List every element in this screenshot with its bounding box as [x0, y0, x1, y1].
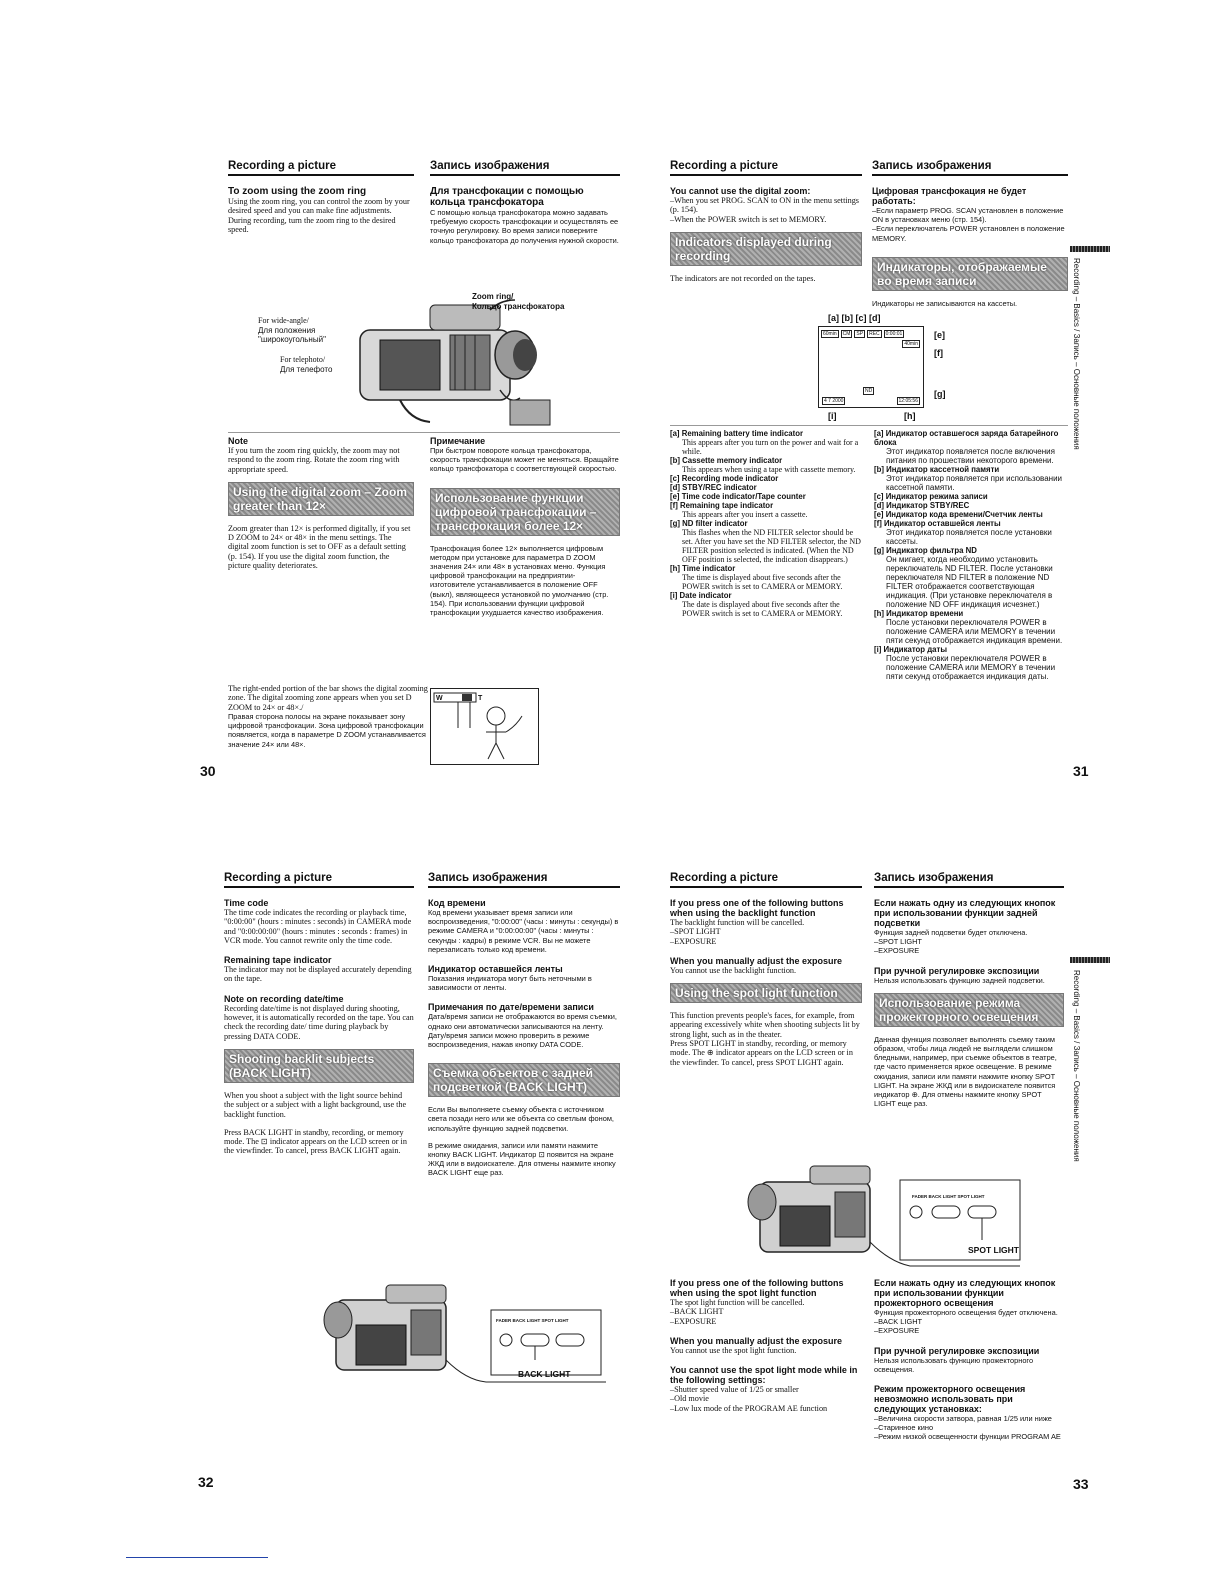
fig-tele-label-ru: Для телефото — [280, 365, 333, 374]
p33-chapter-tab — [1070, 957, 1110, 963]
p32-ru-band-body1: Если Вы выполняете съемку объекта с источником света позади него или же объекта со светлым фоном, используйте функцию задней подсветки. — [428, 1105, 614, 1133]
ru-item-i-title: [i] Индикатор даты — [874, 645, 947, 654]
p33-en-man-title: When you manually adjust the exposure — [670, 955, 843, 966]
ru-item-f-desc: Этот индикатор появляется после установки кассеты. — [886, 528, 1052, 546]
p31-ru-item — [874, 519, 1066, 546]
en-item-b-desc: This appears when using a tape with cassette memory. — [682, 465, 856, 474]
p30-ru-lower — [430, 436, 620, 617]
fig-zoom-ring-label-ru: Кольцо трансфокатора — [472, 302, 565, 311]
p33-button-labels: FADER BACK LIGHT SPOT LIGHT — [912, 1194, 985, 1199]
p30-ru-header: Запись изображения — [430, 160, 620, 176]
en-item-g-title: [g] ND filter indicator — [670, 519, 748, 528]
p31-ru-cannot-1: –Если параметр PROG. SCAN установлен в положение ON в установках меню (стр. 154). — [872, 206, 1064, 225]
lcd-stby-rec: REC — [869, 331, 880, 337]
ru-item-d-title: [d] Индикатор STBY/REC — [874, 501, 970, 510]
en-item-d-title: [d] STBY/REC indicator — [670, 483, 757, 492]
page-number-33: 33 — [1073, 1476, 1089, 1492]
p32-en-rt-title: Remaining tape indicator — [224, 955, 332, 966]
en-item-h-desc: The time is displayed about five seconds after the POWER switch is set to CAMERA or MEMORY. — [682, 573, 843, 591]
p32-russian-column — [428, 872, 620, 1178]
en-item-a-title: [a] Remaining battery time indicator — [670, 429, 804, 438]
p33-ru-cant-title: Режим прожекторного освещения невозможно использовать при следующих установках: — [874, 1384, 1026, 1415]
p32-en-rt-body: The indicator may not be displayed accurately depending on the tape. — [224, 965, 412, 984]
en-item-f-title: [f] Remaining tape indicator — [670, 501, 774, 510]
p33-ru-lower — [874, 1278, 1064, 1442]
camcorder-zoom-illustration — [340, 290, 560, 430]
lcd-tag-h: [h] — [904, 411, 916, 421]
p33-ru-if2-list-1: –EXPOSURE — [874, 1326, 920, 1336]
fig-zoom-ring-label: Zoom ring/ — [472, 292, 514, 301]
p31-ru-item — [874, 465, 1066, 492]
p33-ru-if-list-1: –EXPOSURE — [874, 946, 920, 956]
p32-ru-nd-title: Примечания по дате/времени записи — [428, 1002, 594, 1013]
p30-russian-column — [430, 160, 620, 245]
p31-en-band: Indicators displayed during recording — [670, 232, 862, 266]
p33-en-band-body1: This function prevents people's faces, for example, from appearing excessively white when shooting subjects lit by strong light, such as in the theater. — [670, 1011, 860, 1039]
p31-en-item — [670, 492, 862, 501]
p33-ru-header: Запись изображения — [874, 872, 1064, 888]
lcd-tag-f: [f] — [934, 348, 943, 358]
p32-ru-nd-body: Дата/время записи не отображаются во время съемки, однако они автоматически записываются на ленту. Дату/время записи можно проверить в режиме воспроизведения, нажав кнопку DATA CODE. — [428, 1012, 617, 1050]
p31-en-item — [670, 456, 862, 474]
p32-en-band-body2: Press BACK LIGHT in standby, recording, or memory mode. The ⊡ indicator appears on the LCD screen or in the viewfinder. To cancel, press BACK LIGHT again. — [224, 1127, 407, 1156]
p33-ru-band: Использование режима прожекторного освещения — [874, 993, 1064, 1027]
p31-en-item — [670, 501, 862, 519]
p31-ru-cannot-title: Цифровая трансфокация не будет работать: — [872, 186, 1027, 206]
p32-button-labels: FADER BACK LIGHT SPOT LIGHT — [496, 1318, 569, 1323]
p33-en-if2-list-1: –EXPOSURE — [670, 1316, 717, 1326]
p30-en-band: Using the digital zoom – Zoom greater than 12× — [228, 482, 414, 516]
p33-ru-cant-list-0: –Величина скорости затвора, равная 1/25 или ниже — [874, 1414, 1052, 1424]
p31-ru-item — [874, 492, 1066, 501]
p31-ru-item — [874, 609, 1066, 645]
fig-wide-label: For wide-angle/ — [258, 316, 309, 325]
p31-side-label: Recording – Basics / Запись – Основные положения — [1072, 258, 1081, 450]
p33-en-cant-title: You cannot use the spot light mode while in the following settings: — [670, 1365, 858, 1386]
p30-english-column — [228, 160, 414, 234]
p32-backlight-callout: BACK LIGHT — [518, 1369, 571, 1379]
p33-en-if-title: If you press one of the following buttons when using the backlight function — [670, 898, 844, 918]
p32-ru-rt-body: Показания индикатора могут быть неточными в зависимости от ленты. — [428, 974, 592, 993]
p30-en-note-title: Note — [228, 436, 248, 446]
p31-en-item — [670, 519, 862, 564]
lcd-battery: 60min — [823, 331, 837, 337]
lcd-tags-abcd: [a] [b] [c] [d] — [828, 313, 881, 323]
p33-en-lower — [670, 1278, 862, 1413]
lcd-cassette-memory: CM — [842, 331, 851, 337]
ru-item-h-desc: После установки переключателя POWER в положение CAMERA или MEMORY в течении пяти секунд отображается индикация времени. — [886, 618, 1063, 645]
ru-item-g-title: [g] Индикатор фильтра ND — [874, 546, 977, 555]
lcd-date: 4 7 2000 — [824, 398, 844, 404]
p33-english-column — [670, 872, 862, 1067]
p33-ru-man2-title: При ручной регулировке экспозиции — [874, 1345, 1040, 1356]
p33-ru-man-title: При ручной регулировке экспозиции — [874, 965, 1040, 976]
en-item-f-desc: This appears after you insert a cassette. — [682, 510, 808, 519]
p31-ru-indicator-list — [874, 429, 1066, 681]
p33-en-cant-list-1: –Old movie — [670, 1394, 709, 1404]
lcd-tag-i: [i] — [828, 411, 837, 421]
p33-en-if2-list-0: –BACK LIGHT — [670, 1307, 724, 1317]
p31-ru-item — [874, 501, 1066, 510]
fig-wide-label-ru1: Для положения — [258, 326, 316, 335]
p32-ru-header: Запись изображения — [428, 872, 620, 888]
p32-en-nd-body: Recording date/time is not displayed during shooting, however, it is automatically recorded on the tape. You can check the recording date/ time during playback by pressing DATA CODE. — [224, 1003, 414, 1041]
p33-side-label: Recording – Basics / Запись – Основные положения — [1072, 970, 1081, 1162]
p30-ru-zoom-body: С помощью кольца трансфокатора можно задавать требуемую скорость трансфокации и осуществлять ее точную регулировку. Во время записи поверните кольцо трансфокатора до получения нужной скорости. — [430, 208, 619, 245]
p30-ru-note-body: При быстром повороте кольца трансфокатора, скорость трансфокации может не меняться. Вращайте кольцо трансфокатора с соответствующей скоростью. — [430, 446, 619, 474]
p33-ru-man-body: Нельзя использовать функцию задней подсветки. — [874, 975, 1045, 985]
p33-ru-if2-title: Если нажать одну из следующих кнопок при использовании функции прожекторного освещения — [874, 1278, 1056, 1308]
p33-en-cant-list-2: –Low lux mode of the PROGRAM AE function — [670, 1403, 828, 1413]
p32-en-nd-title: Note on recording date/time — [224, 993, 344, 1004]
p33-ru-if2-body: Функция прожекторного освещения будет отключена. — [874, 1308, 1058, 1317]
p32-en-tc-body: The time code indicates the recording or playback time, "0:00:00" (hours : minutes : seconds) in CAMERA mode and "0:00:00:00" (hours : minutes : seconds : frames) in VCR mode. You cannot rewrite only the time code. — [224, 908, 412, 945]
en-item-a-desc: This appears after you turn on the power and wait for a while. — [682, 438, 859, 456]
p31-ru-item — [874, 645, 1066, 681]
p33-spotlight-callout: SPOT LIGHT — [968, 1245, 1019, 1255]
en-item-b-title: [b] Cassette memory indicator — [670, 456, 783, 465]
lcd-tag-e: [e] — [934, 330, 945, 340]
ru-item-b-title: [b] Индикатор кассетной памяти — [874, 465, 1000, 474]
p33-en-man2-title: When you manually adjust the exposure — [670, 1335, 843, 1346]
ru-item-c-title: [c] Индикатор режима записи — [874, 492, 988, 501]
p30-en-band-body: Zoom greater than 12× is performed digitally, if you set D ZOOM to 24× or 48× in the menu settings. The digital zoom function is set to OFF as a default setting (p. 154). If you use the digital zoom function, the picture quality deteriorates. — [228, 523, 411, 571]
p33-en-header: Recording a picture — [670, 872, 862, 888]
p31-figure-rule — [670, 425, 1068, 426]
en-item-i-title: [i] Date indicator — [670, 591, 732, 600]
p31-en-cannot-1: –When you set PROG. SCAN to ON in the menu settings (p. 154). — [670, 196, 859, 215]
p31-en-indicator-list — [670, 429, 862, 618]
bottom-link-underline — [126, 1557, 268, 1558]
p32-en-band-body1: When you shoot a subject with the light source behind the subject or a subject with a light background, use the backlight function. — [224, 1090, 407, 1119]
lcd-time-code: 0:00:01 — [885, 331, 903, 337]
p30-ru-zoom-title: Для трансфокации с помощью кольца трансфокатора — [430, 186, 584, 208]
p31-en-cannot-title: You cannot use the digital zoom: — [670, 186, 811, 196]
p33-ru-if-list-0: –SPOT LIGHT — [874, 937, 922, 947]
ru-item-i-desc: После установки переключателя POWER в положение CAMERA или MEMORY в течении пяти секунд отображается индикация даты. — [886, 654, 1056, 681]
p31-chapter-tab — [1070, 246, 1110, 252]
en-item-i-desc: The date is displayed about five seconds after the POWER switch is set to CAMERA or MEMORY. — [682, 600, 843, 618]
p31-ru-item — [874, 510, 1066, 519]
p32-ru-band: Съемка объектов с задней подсветкой (BACK LIGHT) — [428, 1063, 620, 1097]
ru-item-a-desc: Этот индикатор появляется после включения питания по прошествии некоторого времени. — [886, 447, 1055, 465]
p31-en-item — [670, 564, 862, 591]
p33-ru-if2-list-0: –BACK LIGHT — [874, 1317, 923, 1327]
p31-en-item — [670, 591, 862, 618]
ru-item-e-title: [e] Индикатор кода времени/Счетчик ленты — [874, 510, 1043, 519]
bar-t-label: T — [478, 695, 483, 702]
bar-w-label: W — [436, 695, 443, 702]
p30-bar-caption — [228, 684, 428, 749]
p31-en-item — [670, 429, 862, 456]
p33-en-man-body: You cannot use the backlight function. — [670, 965, 797, 975]
p33-en-if-body: The backlight function will be cancelled. — [670, 918, 805, 927]
p33-en-if-list-1: –EXPOSURE — [670, 936, 717, 946]
p31-en-cannot-2: –When the POWER switch is set to MEMORY. — [670, 214, 827, 224]
p32-en-band: Shooting backlit subjects (BACK LIGHT) — [224, 1049, 414, 1083]
page-number-31: 31 — [1073, 763, 1089, 779]
p30-en-zoom-body: Using the zoom ring, you can control the zoom by your desired speed and you can make fine adjustments. During recording, turn the zoom ring to the desired speed. — [228, 197, 410, 234]
p31-ru-band: Индикаторы, отображаемые во время записи — [872, 257, 1068, 291]
p33-ru-band-body: Данная функция позволяет выполнять съемку таким образом, чтобы лица людей не выглядели слишком бледными, например, при съемке объектов в театре, где часто применяется яркое освещение. В режиме ожидания, записи или памяти нажмите кнопку SPOT LIGHT. На экране ЖКД или в видоискателе появится индикатор ⊕. Для отмены нажмите кнопку SPOT LIGHT еще раз. — [874, 1034, 1057, 1109]
lcd-remaining-tape: 40min — [904, 341, 918, 347]
p31-english-column — [670, 160, 862, 283]
p30-en-zoom-title: To zoom using the zoom ring — [228, 186, 367, 197]
p32-en-tc-title: Time code — [224, 898, 269, 908]
p33-en-band-body2: Press SPOT LIGHT in standby, recording, or memory mode. The ⊕ indicator appears on the LCD screen or in the viewfinder. To cancel, press SPOT LIGHT again. — [670, 1039, 853, 1067]
p33-en-if-list-0: –SPOT LIGHT — [670, 927, 721, 937]
lcd-top-bar — [821, 330, 904, 338]
p32-ru-rt-title: Индикатор оставшейся ленты — [428, 964, 563, 975]
p30-en-note-body: If you turn the zoom ring quickly, the zoom may not respond to the zoom ring. Rotate the zoom ring with appropriate speed. — [228, 446, 400, 474]
p31-ru-item — [874, 546, 1066, 609]
p32-en-header: Recording a picture — [224, 872, 414, 888]
ru-item-a-title: [a] Индикатор оставшегося заряда батарейного блока — [874, 429, 1059, 447]
p33-ru-if-body: Функция задней подсветки будет отключена. — [874, 928, 1028, 937]
digital-zoom-bar-figure — [430, 688, 540, 766]
ru-item-b-desc: Этот индикатор появляется при использовании кассетной памяти. — [886, 474, 1063, 492]
p31-ru-cannot-2: –Если переключатель POWER установлен в положение MEMORY. — [872, 224, 1065, 243]
p30-figure-rule — [228, 432, 620, 433]
p30-ru-band: Использование функции цифровой трансфокации – трансфокация более 12× — [430, 488, 620, 536]
page-number-30: 30 — [200, 763, 216, 779]
en-item-h-title: [h] Time indicator — [670, 564, 736, 573]
p31-en-item — [670, 483, 862, 492]
p31-en-header: Recording a picture — [670, 160, 862, 176]
p33-en-if2-body: The spot light function will be cancelled. — [670, 1298, 805, 1307]
p31-ru-item — [874, 429, 1066, 465]
p33-en-if2-title: If you press one of the following buttons when using the spot light function — [670, 1278, 844, 1298]
ru-item-g-desc: Он мигает, когда необходимо установить переключатель ND FILTER. После установки переключателя ND FILTER в положение ND FILTER отображается соответствующая индикация. (При установке переключателя в положение ND OFF индикация исчезнет.) — [886, 555, 1053, 609]
p30-en-header: Recording a picture — [228, 160, 414, 176]
en-item-c-title: [c] Recording mode indicator — [670, 474, 779, 483]
lcd-time: 12:05:56 — [898, 398, 918, 404]
p32-ru-band-body2: В режиме ожидания, записи или памяти нажмите кнопку BACK LIGHT. Индикатор ⊡ появится на экране ЖКД или в видоискателе. Для отмены нажмите кнопку BACK LIGHT еще раз. — [428, 1140, 616, 1178]
p33-en-cant-list-0: –Shutter speed value of 1/25 or smaller — [670, 1385, 799, 1395]
p30-bar-ru: Правая сторона полосы на экране показывает зону цифровой трансфокации. Зона цифровой трансфокации появляется, когда в параметре D ZOOM устанавливается значение 24× или 48×. — [228, 711, 426, 749]
en-item-g-desc: This flashes when the ND FILTER selector should be set. After you have set the ND FILTER selector, the ND FILTER position selected is indicated. (When the ND OFF position is selected, the indication disappears.) — [682, 528, 861, 564]
p33-en-man2-body: You cannot use the spot light function. — [670, 1345, 797, 1355]
p32-english-column — [224, 872, 414, 1156]
p33-en-band: Using the spot light function — [670, 983, 862, 1003]
en-item-e-title: [e] Time code indicator/Tape counter — [670, 492, 806, 501]
p30-ru-band-body: Трансфокация более 12× выполняется цифровым методом при установке для параметра D ZOOM значения 24× или 48× в установках меню. Функция цифровой трансфокации на предприятии-изготовителе устанавливается в положение OFF (выкл), являющееся установкой по умолчанию (стр. 154). При использовании функции цифровой трансфокации ухудшается качество изображения. — [430, 543, 609, 618]
lcd-screen — [818, 326, 924, 408]
fig-wide-label-ru2: "широкоугольный" — [258, 335, 326, 344]
p31-ru-header: Запись изображения — [872, 160, 1068, 176]
fig-tele-label: For telephoto/ — [280, 355, 326, 364]
p33-ru-if-title: Если нажать одну из следующих кнопок при использовании функции задней подсветки — [874, 898, 1056, 928]
page-number-32: 32 — [198, 1474, 214, 1490]
ru-item-h-title: [h] Индикатор времени — [874, 609, 964, 618]
ru-item-f-title: [f] Индикатор оставшейся ленты — [874, 519, 1001, 528]
p31-en-band-body: The indicators are not recorded on the tapes. — [670, 273, 816, 283]
p30-ru-note-title: Примечание — [430, 436, 486, 446]
p31-russian-column — [872, 160, 1068, 308]
p33-ru-cant-list-2: –Режим низкой освещенности функции PROGRAM AE — [874, 1432, 1061, 1442]
lcd-tag-g: [g] — [934, 389, 946, 399]
p30-bar-en: The right-ended portion of the bar shows the digital zooming zone. The digital zooming zone appears when you set D ZOOM to 24× or 48×./ — [228, 684, 428, 712]
lcd-nd-filter: ND — [865, 388, 873, 394]
p33-russian-column — [874, 872, 1064, 1108]
p33-ru-cant-list-1: –Старинное кино — [874, 1423, 934, 1433]
p31-en-item — [670, 474, 862, 483]
p32-ru-tc-body: Код времени указывает время записи или воспроизведения, "0:00:00" (часы : минуты : секунды) в режиме CAMERA и "0:00:00:00" (часы : минуты : секунды : кадры) в режиме VCR. Вы не можете перезаписать только код времени. — [428, 908, 619, 954]
p32-ru-tc-title: Код времени — [428, 898, 486, 908]
p31-ru-band-body: Индикаторы не записываются на кассеты. — [872, 298, 1018, 308]
camcorder-spotlight-illustration — [740, 1160, 1030, 1272]
p30-en-lower — [228, 436, 414, 570]
lcd-rec-mode: SP — [856, 331, 864, 337]
p33-ru-man2-body: Нельзя использовать функцию прожекторного освещения. — [874, 1355, 1034, 1374]
